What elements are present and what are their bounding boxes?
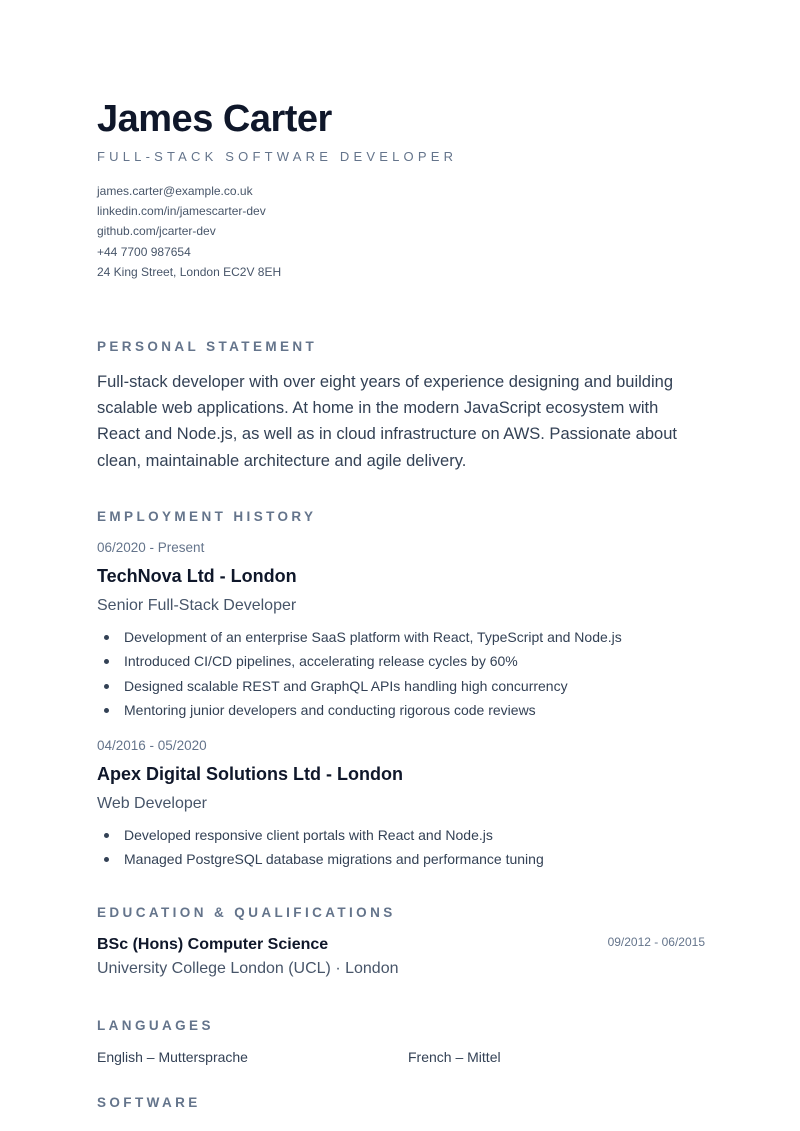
list-item: Managed PostgreSQL database migrations and performance tuning [97,849,544,873]
list-item: Mentoring junior developers and conducting rigorous code reviews [97,700,622,724]
list-item: Introduced CI/CD pipelines, accelerating release cycles by 60% [97,651,622,675]
job-date: 04/2016 - 05/2020 [97,738,207,753]
candidate-name: James Carter [97,98,332,140]
education-date: 09/2012 - 06/2015 [607,935,705,949]
section-heading-employment: EMPLOYMENT HISTORY [97,509,317,524]
education-degree: BSc (Hons) Computer Science [97,936,329,953]
list-item: Developed responsive client portals with React and Node.js [97,825,544,849]
section-heading-statement: PERSONAL STATEMENT [97,339,318,354]
job-company: TechNova Ltd - London [97,566,297,586]
candidate-title: FULL-STACK SOFTWARE DEVELOPER [97,149,458,164]
job-bullets [97,825,544,874]
section-heading-languages: LANGUAGES [97,1018,214,1033]
section-heading-education: EDUCATION & QUALIFICATIONS [97,905,396,920]
job-date: 06/2020 - Present [97,540,205,555]
job-bullets [97,627,622,724]
contact-linkedin[interactable]: linkedin.com/in/jamescarter-dev [97,204,266,219]
job-company: Apex Digital Solutions Ltd - London [97,764,403,784]
contact-list [97,182,281,283]
contact-github[interactable]: github.com/jcarter-dev [97,224,216,239]
list-item: Designed scalable REST and GraphQL APIs handling high concurrency [97,676,622,700]
language-item: English – Muttersprache [97,1049,248,1065]
education-school: University College London (UCL) · London [97,960,399,977]
language-item: French – Mittel [408,1049,501,1065]
job-role: Senior Full-Stack Developer [97,597,297,614]
section-heading-software: SOFTWARE [97,1095,201,1110]
list-item: Development of an enterprise SaaS platform with React, TypeScript and Node.js [97,627,622,651]
statement-text: Full-stack developer with over eight years of experience designing and building scalable web applications. At home in the modern JavaScript ecosystem with React and Node.js, as well as in cloud infrastructure on AWS. Passionate about clean, maintainable architecture and agile delivery. [97,373,677,470]
contact-address: 24 King Street, London EC2V 8EH [97,264,282,279]
contact-phone[interactable]: +44 7700 987654 [97,244,191,259]
job-role: Web Developer [97,795,207,812]
contact-email[interactable]: james.carter@example.co.uk [97,184,253,198]
